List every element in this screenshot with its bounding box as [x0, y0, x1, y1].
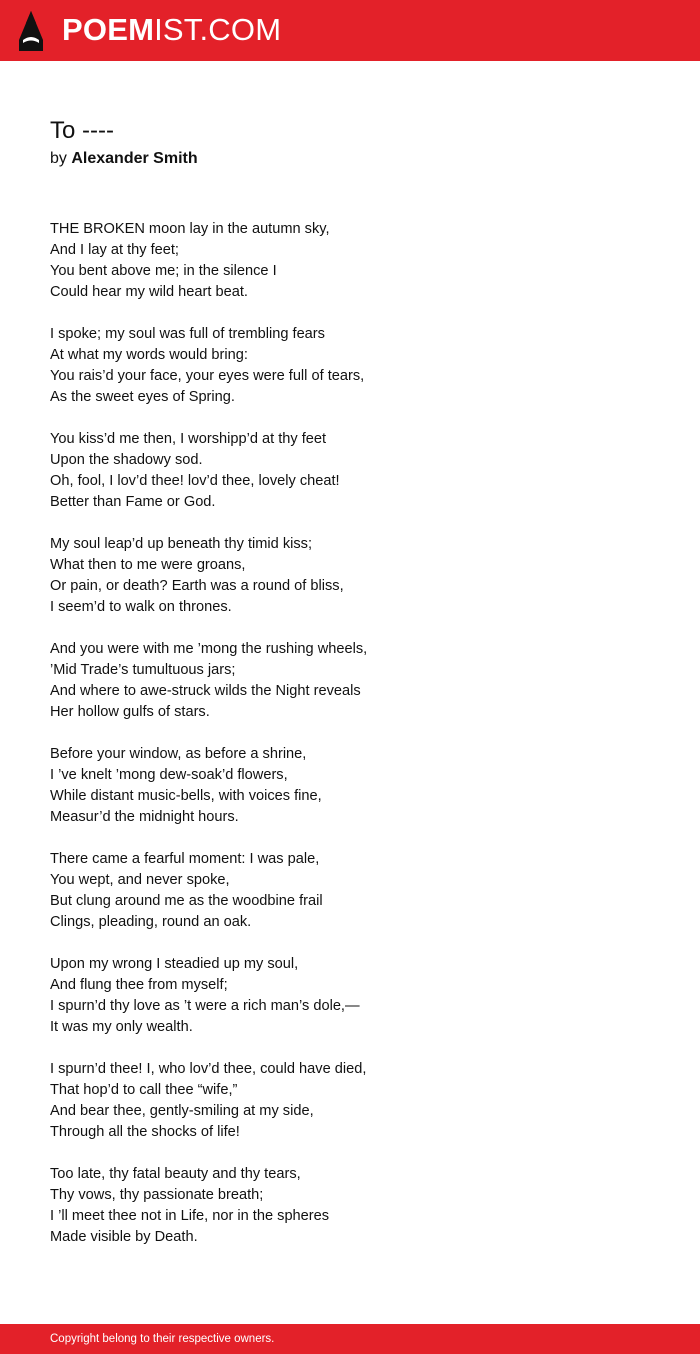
- poem-line: At what my words would bring:: [50, 347, 248, 363]
- poem-line: Could hear my wild heart beat.: [50, 284, 248, 300]
- site-logo[interactable]: [62, 12, 281, 48]
- poem-author: Alexander Smith: [71, 150, 198, 167]
- poem-line: And bear thee, gently-smiling at my side,: [50, 1103, 314, 1119]
- poem-line: What then to me were groans,: [50, 557, 246, 573]
- site-footer: [0, 1324, 700, 1354]
- poem-line: Too late, thy fatal beauty and thy tears,: [50, 1166, 301, 1182]
- poem-line: And you were with me ’mong the rushing wheels,: [50, 641, 368, 657]
- poem-line: Through all the shocks of life!: [50, 1124, 240, 1140]
- poem-stanza: [50, 639, 650, 723]
- poem-line: Or pain, or death? Earth was a round of bliss,: [50, 578, 344, 594]
- poem-stanza: [50, 954, 650, 1038]
- poem-line: As the sweet eyes of Spring.: [50, 389, 235, 405]
- poem-title: To ----: [50, 117, 114, 144]
- poem-stanza: [50, 744, 650, 828]
- copyright-notice: Copyright belong to their respective owners.: [50, 1333, 275, 1345]
- poem-line: ’Mid Trade’s tumultuous jars;: [50, 662, 236, 678]
- site-header: [0, 0, 700, 61]
- poem-line: I spurn’d thee! I, who lov’d thee, could have died,: [50, 1061, 367, 1077]
- poem-line: Better than Fame or God.: [50, 494, 216, 510]
- poem-line: And I lay at thy feet;: [50, 242, 179, 258]
- poem-line: Upon my wrong I steadied up my soul,: [50, 956, 299, 972]
- poem-line: Measur’d the midnight hours.: [50, 809, 239, 825]
- poem-line: That hop’d to call thee “wife,”: [50, 1082, 238, 1098]
- poem-line: I ’ll meet thee not in Life, nor in the spheres: [50, 1208, 330, 1224]
- poem-line: Upon the shadowy sod.: [50, 452, 203, 468]
- logo-text-bold: POEM: [62, 12, 155, 47]
- poem-body: [50, 219, 650, 1269]
- poem-line: I ’ve knelt ’mong dew-soak’d flowers,: [50, 767, 288, 783]
- poem-stanza: [50, 429, 650, 513]
- logo-text-light: IST.COM: [154, 12, 282, 47]
- poem-line: Oh, fool, I lov’d thee! lov’d thee, lovely cheat!: [50, 473, 340, 489]
- poem-stanza: [50, 1059, 650, 1143]
- poem-line: THE BROKEN moon lay in the autumn sky,: [50, 221, 330, 237]
- poem-stanza: [50, 1164, 650, 1248]
- poem-line: I seem’d to walk on thrones.: [50, 599, 232, 615]
- byline-prefix: by: [50, 150, 67, 167]
- poem-line: My soul leap’d up beneath thy timid kiss;: [50, 536, 313, 552]
- poem-line: But clung around me as the woodbine frail: [50, 893, 323, 909]
- poem-stanza: [50, 219, 650, 303]
- poem-line: There came a fearful moment: I was pale,: [50, 851, 320, 867]
- poem-line: You bent above me; in the silence I: [50, 263, 277, 279]
- poem-stanza: [50, 324, 650, 408]
- poem-line: Clings, pleading, round an oak.: [50, 914, 252, 930]
- poem-line: Before your window, as before a shrine,: [50, 746, 307, 762]
- pencil-tip-icon[interactable]: [18, 10, 44, 52]
- poem-line: Made visible by Death.: [50, 1229, 198, 1245]
- poem-line: You rais’d your face, your eyes were full of tears,: [50, 368, 365, 384]
- poem-line: Her hollow gulfs of stars.: [50, 704, 210, 720]
- poem-byline: [50, 148, 198, 170]
- poem-line: And where to awe-struck wilds the Night reveals: [50, 683, 361, 699]
- poem-line: It was my only wealth.: [50, 1019, 193, 1035]
- poem-line: You wept, and never spoke,: [50, 872, 230, 888]
- poem-stanza: [50, 849, 650, 933]
- poem-line: You kiss’d me then, I worshipp’d at thy feet: [50, 431, 327, 447]
- poem-line: I spoke; my soul was full of trembling fears: [50, 326, 325, 342]
- poem-line: While distant music-bells, with voices fine,: [50, 788, 322, 804]
- poem-stanza: [50, 534, 650, 618]
- poem-line: I spurn’d thy love as ’t were a rich man’s dole,—: [50, 998, 360, 1014]
- poem-line: And flung thee from myself;: [50, 977, 228, 993]
- poem-line: Thy vows, thy passionate breath;: [50, 1187, 264, 1203]
